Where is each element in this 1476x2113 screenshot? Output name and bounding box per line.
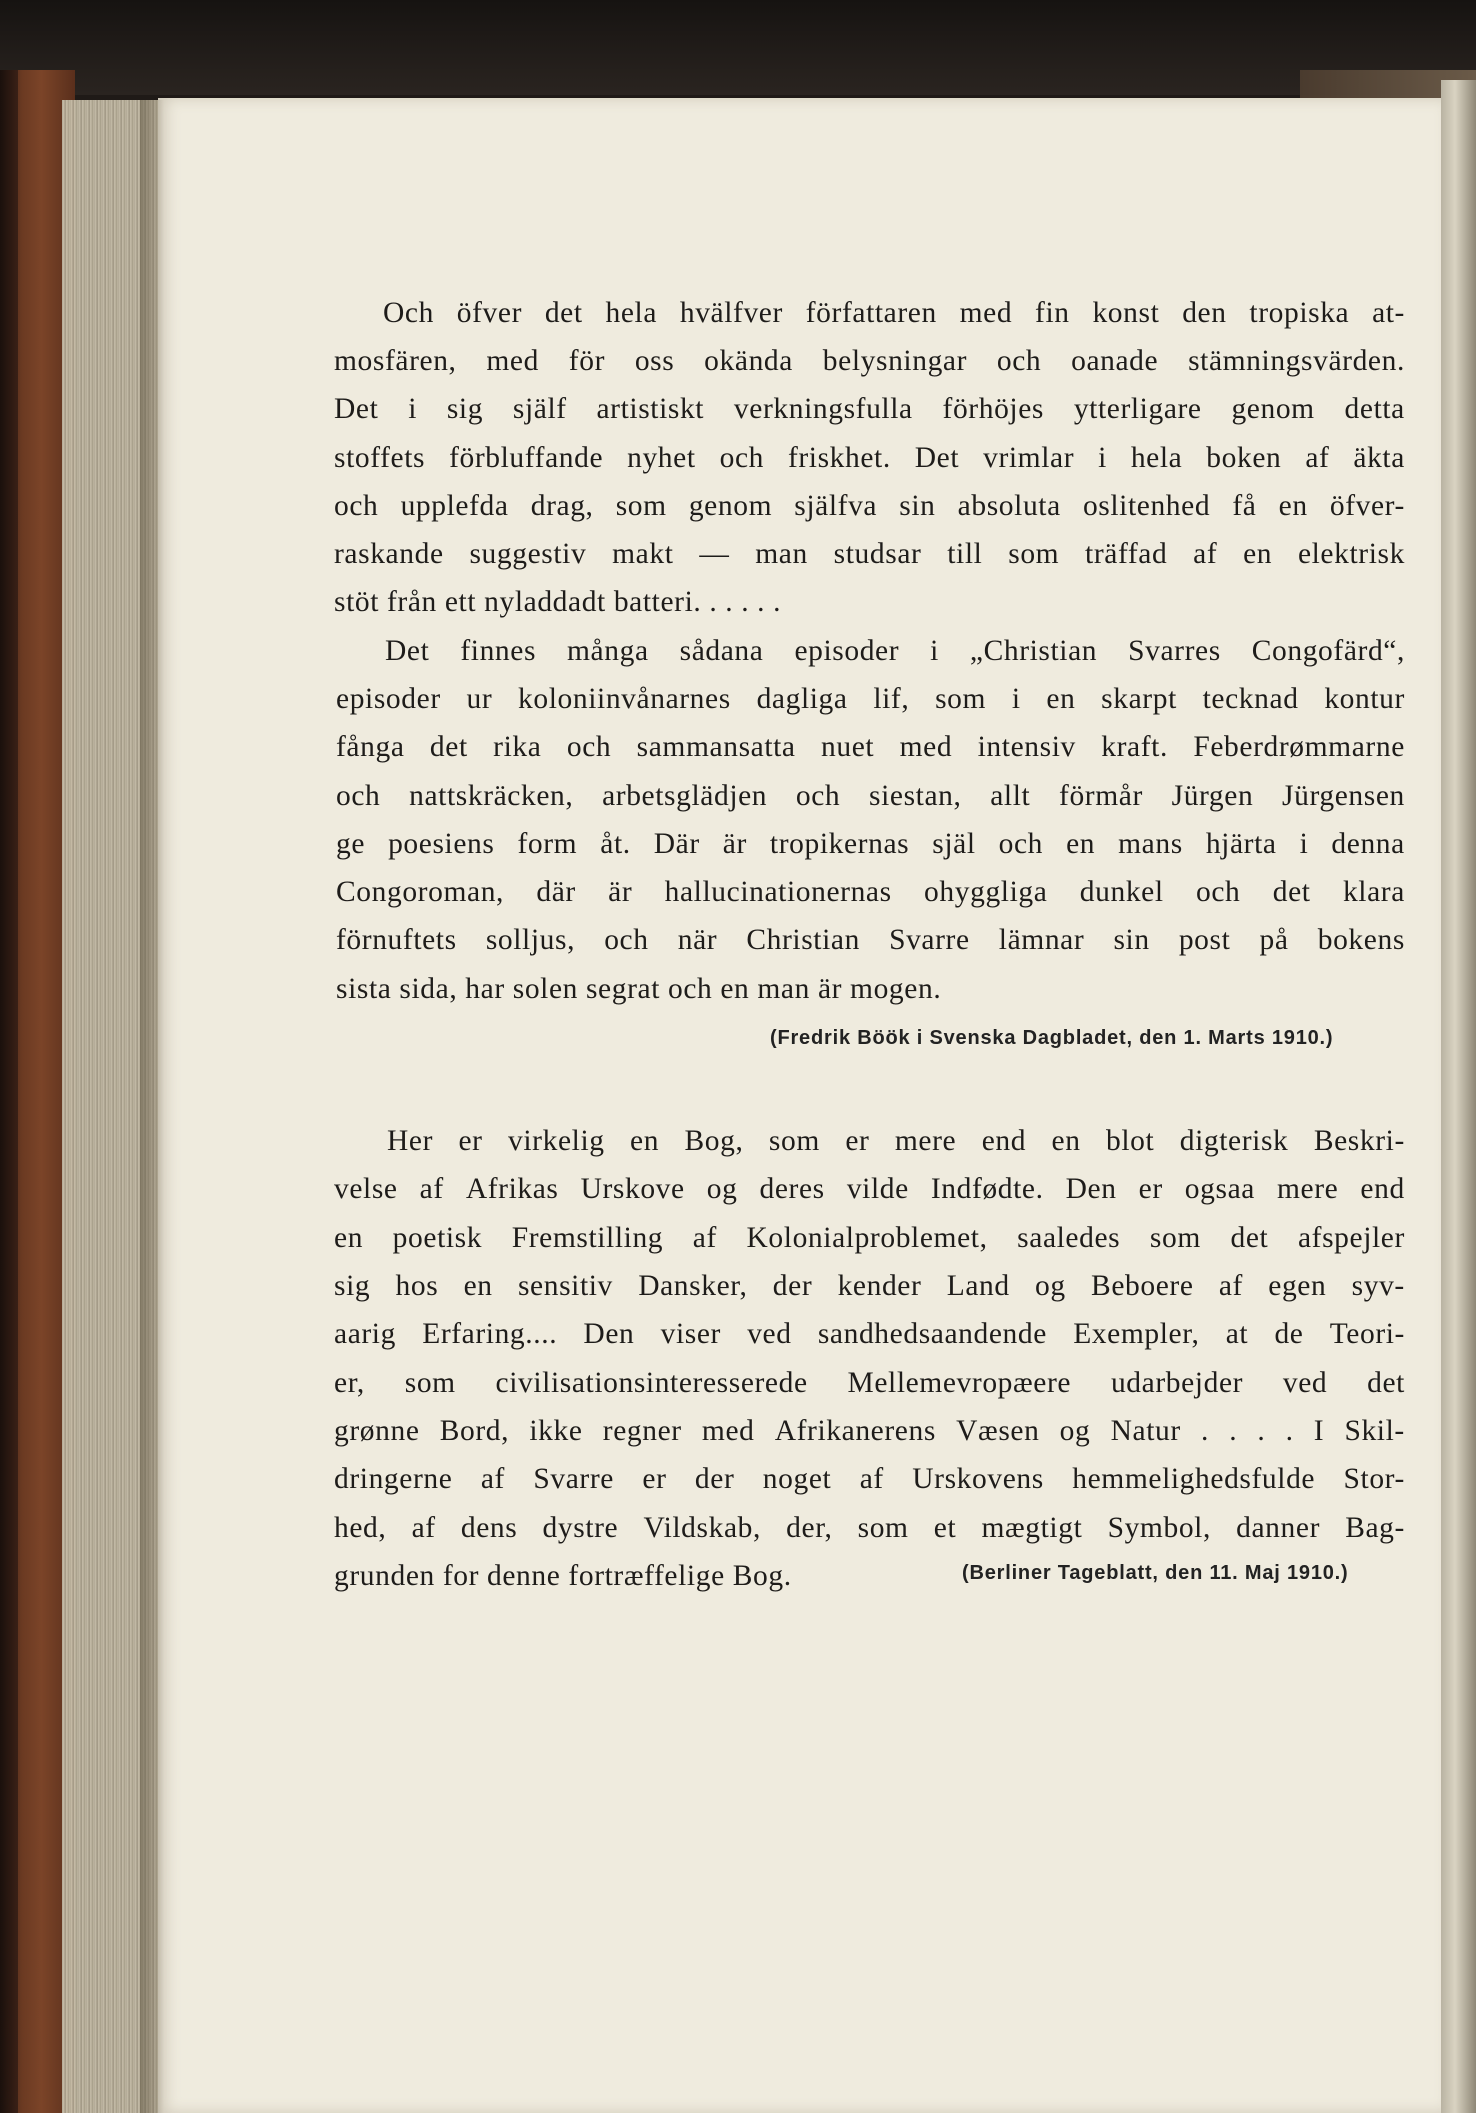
citation-danish: (Berliner Tageblatt, den 11. Maj 1910.) [962, 1562, 1349, 1584]
text-line: Her er virkelig en Bog, som er mere end en blot digterisk Beskri- [387, 1125, 1405, 1157]
text-line: Det finnes många sådana episoder i „Christian Svarres Congofärd“, [385, 635, 1405, 667]
text-line: stoffets förbluffande nyhet och friskhet. Det vrimlar i hela boken af äkta [334, 442, 1405, 474]
text-line: hed, af dens dystre Vildskab, der, som et mægtigt Symbol, danner Bag- [334, 1512, 1405, 1544]
text-line: dringerne af Svarre er der noget af Urskovens hemmelighedsfulde Stor- [334, 1463, 1405, 1495]
text-line: mosfären, med för oss okända belysningar och oanade stämningsvärden. [334, 345, 1405, 377]
text-line: raskande suggestiv makt — man studsar till som träffad af en elektrisk [334, 538, 1405, 570]
text-line: en poetisk Fremstilling af Kolonialproblemet, saaledes som det afspejler [334, 1222, 1405, 1254]
text-line: sig hos en sensitiv Dansker, der kender Land og Beboere af egen syv- [334, 1270, 1405, 1302]
text-line: sista sida, har solen segrat och en man är mogen. [336, 973, 942, 1005]
text-line: fånga det rika och sammansatta nuet med intensiv kraft. Feberdrømmarne [336, 731, 1405, 763]
text-line: er, som civilisationsinteresserede Mellemevropæere udarbejder ved det [334, 1367, 1405, 1399]
text-line: Det i sig själf artistiskt verkningsfulla förhöjes ytterligare genom detta [334, 393, 1405, 425]
text-line: och nattskräcken, arbetsglädjen och siestan, allt förmår Jürgen Jürgensen [336, 780, 1405, 812]
text-line: och upplefda drag, som genom själfva sin absoluta oslitenhed få en öfver- [334, 490, 1405, 522]
text-line: Congoroman, där är hallucinationernas ohyggliga dunkel och det klara [336, 876, 1405, 908]
text-line: stöt från ett nyladdadt batteri. . . . . . [334, 586, 782, 618]
text-line: Och öfver det hela hvälfver författaren med fin konst den tropiska at- [383, 297, 1405, 329]
text-line: grunden for denne fortræffelige Bog. [334, 1560, 792, 1592]
text-line: förnuftets solljus, och när Christian Svarre lämnar sin post på bokens [336, 924, 1405, 956]
citation-swedish: (Fredrik Böök i Svenska Dagbladet, den 1. Marts 1910.) [770, 1027, 1334, 1049]
text-line: velse af Afrikas Urskove og deres vilde Indfødte. Den er ogsaa mere end [334, 1173, 1405, 1205]
text-line: aarig Erfaring.... Den viser ved sandhedsaandende Exempler, at de Teori- [334, 1318, 1405, 1350]
text-line: ge poesiens form åt. Där är tropikernas själ och en mans hjärta i denna [336, 828, 1405, 860]
text-line: grønne Bord, ikke regner med Afrikanerens Væsen og Natur . . . . I Skil- [334, 1415, 1405, 1447]
text-line: episoder ur koloniinvånarnes dagliga lif, som i en skarpt tecknad kontur [336, 683, 1405, 715]
